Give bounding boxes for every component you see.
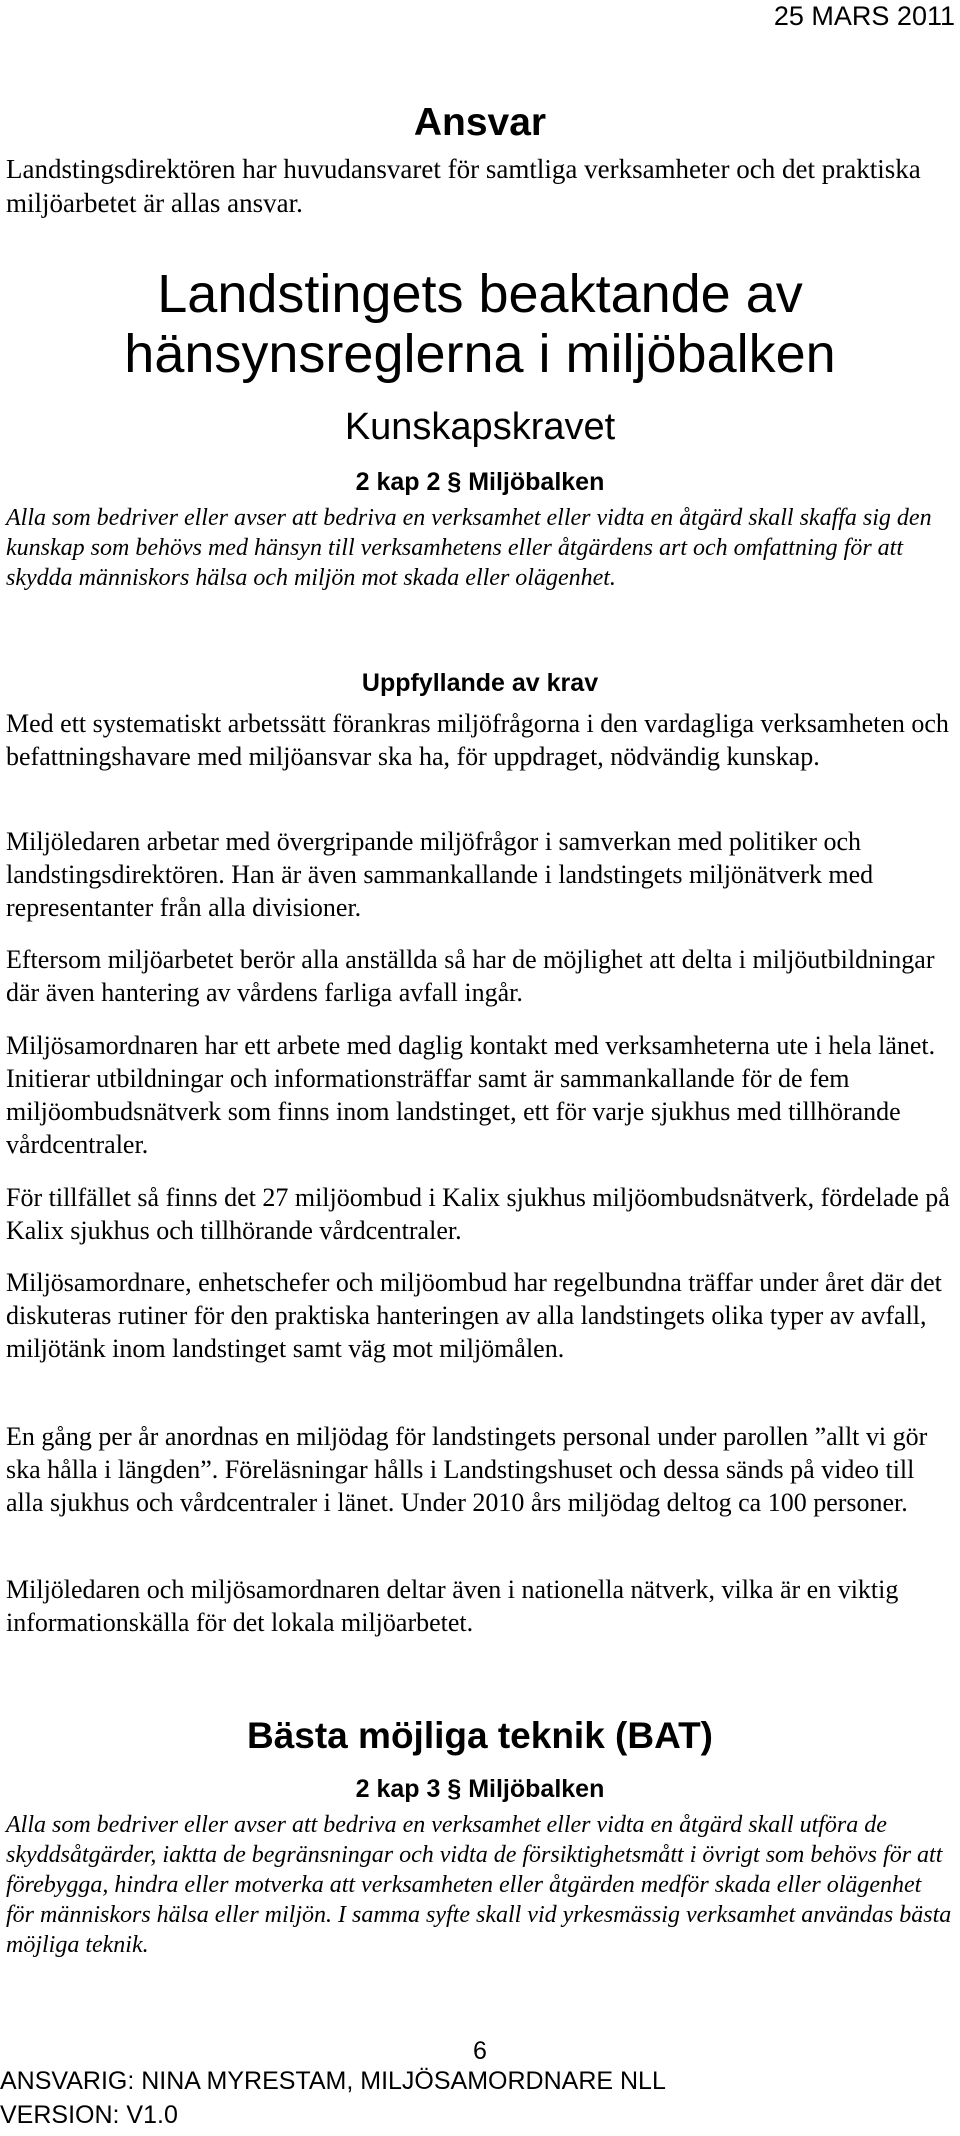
footer-responsible: ANSVARIG: NINA MYRESTAM, MILJÖSAMORDNARE NLL <box>0 2067 666 2095</box>
heading-beaktande-line1: Landstingets beaktande av <box>157 264 803 324</box>
law-reference-kunskap: 2 kap 2 § Miljöbalken <box>355 468 605 496</box>
paragraph-3: Eftersom miljöarbetet berör alla anställda så har de möjlighet att delta i miljöutbildningar där även hantering av vårdens farliga avfall ingår. <box>6 945 935 1007</box>
page-number: 6 <box>473 2037 487 2065</box>
paragraph-6: Miljösamordnare, enhetschefer och miljöombud har regelbundna träffar under året där det diskuteras rutiner för den praktiska hanteringen av alla landstingets olika typer av avfall, miljötänk inom landstinget samt väg mot miljömålen. <box>6 1268 942 1363</box>
heading-beaktande-line2: hänsynsreglerna i miljöbalken <box>124 324 836 384</box>
header-date: 25 MARS 2011 <box>773 1 955 31</box>
paragraph-ansvar: Landstingsdirektören har huvudansvaret för samtliga verksamheter och det praktiska miljöarbetet är allas ansvar. <box>6 154 921 218</box>
law-text-kunskap: Alla som bedriver eller avser att bedriva en verksamhet eller vidta en åtgärd skall skaffa sig den kunskap som behövs med hänsyn till verksamhetens eller åtgärdens art och omfattning för att skydda människors hälsa och miljön mot skada eller olägenhet. <box>6 505 932 591</box>
paragraph-1: Med ett systematiskt arbetssätt förankras miljöfrågorna i den vardagliga verksamheten och befattningshavare med miljöansvar ska ha, för uppdraget, nödvändig kunskap. <box>6 709 949 771</box>
heading-ansvar: Ansvar <box>413 101 547 144</box>
paragraph-8: Miljöledaren och miljösamordnaren deltar även i nationella nätverk, vilka är en viktig informationskälla för det lokala miljöarbetet. <box>6 1575 899 1637</box>
law-text-bat: Alla som bedriver eller avser att bedriva en verksamhet eller vidta en åtgärd skall utföra de skyddsåtgärder, iaktta de begränsningar och vidta de försiktighetsmått i övrigt som behövs för att förebygga, hindra eller motverka att verksamheten eller åtgärden medför skada eller olägenhet för människors hälsa eller miljön. I samma syfte skall vid yrkesmässig verksamhet användas bästa möjliga teknik. <box>6 1812 952 1958</box>
heading-kunskapskravet: Kunskapskravet <box>344 406 616 448</box>
paragraph-7: En gång per år anordnas en miljödag för landstingets personal under parollen ”allt vi gör ska hålla i längden”. Föreläsningar hålls i Landstingshuset och dessa sänds på video till alla sjukhus och vårdcentraler i länet. Under 2010 års miljödag deltog ca 100 personer. <box>6 1422 928 1517</box>
paragraph-4: Miljösamordnaren har ett arbete med daglig kontakt med verksamheterna ute i hela länet. Initierar utbildningar och informationsträffar samt är sammankallande för de fem miljöombudsnätverk som finns inom landstinget, ett för varje sjukhus med tillhörande vårdcentraler. <box>6 1031 936 1159</box>
paragraph-2: Miljöledaren arbetar med övergripande miljöfrågor i samverkan med politiker och landstingsdirektören. Han är även sammankallande i landstingets miljönätverk med representanter från alla divisioner. <box>6 827 874 922</box>
footer-version: VERSION: V1.0 <box>0 2101 178 2129</box>
heading-bat: Bästa möjliga teknik (BAT) <box>246 1715 713 1756</box>
heading-uppfyllande: Uppfyllande av krav <box>361 669 599 697</box>
paragraph-5: För tillfället så finns det 27 miljöombud i Kalix sjukhus miljöombudsnätverk, fördelade på Kalix sjukhus och tillhörande vårdcentraler. <box>6 1183 950 1245</box>
heading-beaktande <box>0 264 960 384</box>
law-reference-bat: 2 kap 3 § Miljöbalken <box>355 1775 605 1803</box>
